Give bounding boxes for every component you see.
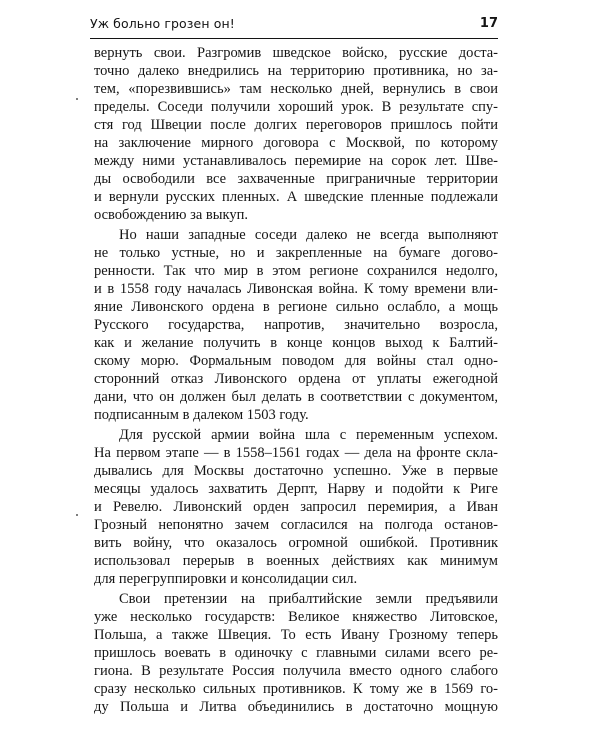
text-line: пределы. Соседи получили хороший урок. В результате спу- [94, 99, 498, 115]
text-line: тем, «порезвившись» там несколько дней, вернулись в свои [94, 81, 498, 97]
scan-speck [76, 98, 78, 100]
paragraph-1 [94, 44, 498, 224]
text-line: Русского государства, напротив, значительно возросла, [94, 317, 498, 333]
text-line: между ними устанавливалось перемирие на сорок лет. Шве- [94, 153, 498, 169]
text-line: сразу несколько сильных противников. К тому же в 1569 го- [94, 681, 498, 697]
paragraph-2 [94, 226, 498, 424]
text-line: как и желание получить в конце концов выход к Балтий- [94, 335, 498, 351]
text-line: сторонний отказ Ливонского ордена от уплаты ежегодной [94, 371, 498, 387]
text-line: скому морю. Формальным поводом для войны стал одно- [94, 353, 498, 369]
running-title: Уж больно грозен он! [90, 16, 235, 31]
text-line: для перегруппировки и консолидации сил. [94, 571, 358, 587]
text-line: ду Польша и Литва объединились в достаточно мощную [94, 699, 498, 715]
text-line: и в 1558 году началась Ливонская война. К тому времени вли- [94, 281, 498, 297]
text-line: месяцы удалось захватить Дерпт, Нарву и подойти к Риге [94, 481, 498, 497]
header-rule [90, 38, 498, 39]
text-line: Для русской армии война шла с переменным успехом. [119, 427, 498, 443]
text-line: дывались для Москвы достаточно успешно. Уже в первые [94, 463, 498, 479]
text-line: На первом этапе — в 1558–1561 годах — дела на фронте скла- [94, 445, 498, 461]
text-line: ренности. Так что мир в этом регионе сохранился недолго, [94, 263, 498, 279]
scan-speck [76, 514, 78, 516]
page-number: 17 [479, 16, 498, 31]
text-line: вить войну, что оказалось огромной ошибкой. Противник [94, 535, 498, 551]
text-line: на заключение мирного договора с Москвой, по которому [94, 135, 498, 151]
text-line: яние Ливонского ордена в регионе сильно ослабло, а мощь [94, 299, 498, 315]
text-line: дани, что он должен был делать в соответствии с документом, [94, 389, 498, 405]
text-line: Грозный непонятно зачем согласился на полгода останов- [94, 517, 498, 533]
text-line: пришлось воевать в одиночку с главными силами всего ре- [94, 645, 498, 661]
body-text [94, 44, 498, 716]
text-line: Но наши западные соседи далеко не всегда выполняют [119, 227, 498, 243]
text-line: стя год Швеции после долгих переговоров пришлось пойти [94, 117, 498, 133]
text-line: точно далеко внедрились на территорию противника, но за- [94, 63, 498, 79]
paragraph-3 [94, 426, 498, 588]
text-line: ды освободили все захваченные приграничные территории [94, 171, 498, 187]
text-line: уже несколько государств: Великое княжество Литовское, [94, 609, 498, 625]
text-line: вернуть свои. Разгромив шведское войско, русские доста- [94, 45, 498, 61]
text-line: гиона. В результате Россия получила вместо одного слабого [94, 663, 498, 679]
text-line: использовал перерыв в военных действиях как минимум [94, 553, 498, 569]
text-line: не только устные, но и закрепленные на бумаге догово- [94, 245, 498, 261]
text-line: и вернули русских пленных. А шведские пленные подлежали [94, 189, 498, 205]
text-line: подписанным в далеком 1503 году. [94, 407, 309, 423]
paragraph-4 [94, 590, 498, 716]
text-line: и Ревелю. Ливонский орден запросил перемирия, а Иван [94, 499, 498, 515]
text-line: Польша, а также Швеция. То есть Ивану Грозному теперь [94, 627, 498, 643]
text-line: Свои претензии на прибалтийские земли предъявили [119, 591, 498, 607]
running-head [90, 16, 498, 36]
text-line: освобождению за выкуп. [94, 207, 248, 223]
